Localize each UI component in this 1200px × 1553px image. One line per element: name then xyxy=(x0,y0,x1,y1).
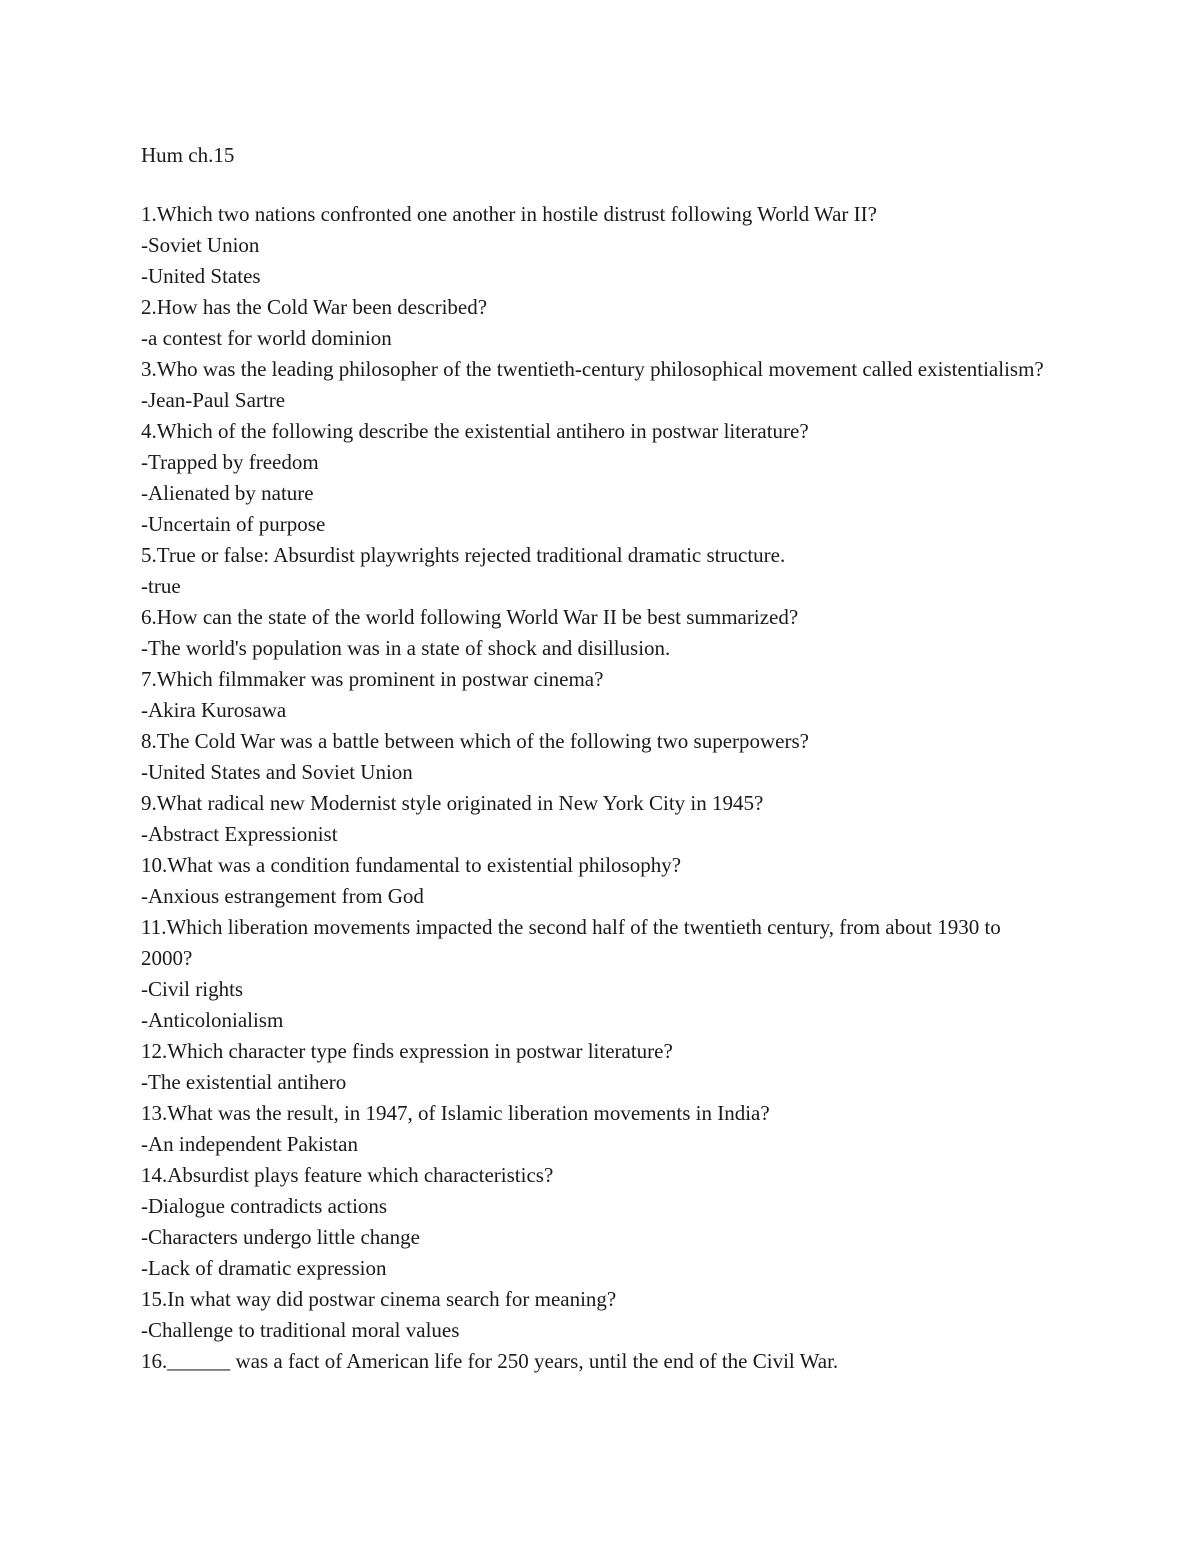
question-text: 11.Which liberation movements impacted the second half of the twentieth century, from about 1930 to 2000? xyxy=(141,915,1001,970)
question-text: 1.Which two nations confronted one another in hostile distrust following World War II? xyxy=(141,202,877,226)
question-item xyxy=(141,912,1051,1036)
question-text: 3.Who was the leading philosopher of the twentieth-century philosophical movement called existentialism? xyxy=(141,357,1044,381)
question-text: 5.True or false: Absurdist playwrights rejected traditional dramatic structure. xyxy=(141,543,786,567)
answer-text: -Characters undergo little change xyxy=(141,1225,420,1249)
answer-text: -Lack of dramatic expression xyxy=(141,1256,387,1280)
question-text: 15.In what way did postwar cinema search for meaning? xyxy=(141,1287,617,1311)
answer-text: -Abstract Expressionist xyxy=(141,822,338,846)
question-text: 16.______ was a fact of American life for 250 years, until the end of the Civil War. xyxy=(141,1349,839,1373)
question-item xyxy=(141,199,1051,292)
question-text: 9.What radical new Modernist style originated in New York City in 1945? xyxy=(141,791,764,815)
question-item xyxy=(141,1098,1051,1160)
answer-text: -Anxious estrangement from God xyxy=(141,884,424,908)
answer-text: -Trapped by freedom xyxy=(141,450,319,474)
answer-text: -Anticolonialism xyxy=(141,1008,284,1032)
question-text: 12.Which character type finds expression in postwar literature? xyxy=(141,1039,673,1063)
answer-text: -United States xyxy=(141,264,261,288)
answer-text: -Akira Kurosawa xyxy=(141,698,287,722)
question-item xyxy=(141,1346,1051,1377)
answer-text: -Jean-Paul Sartre xyxy=(141,388,286,412)
question-text: 2.How has the Cold War been described? xyxy=(141,295,488,319)
answer-text: -Soviet Union xyxy=(141,233,260,257)
question-item xyxy=(141,1036,1051,1098)
question-item xyxy=(141,416,1051,540)
question-item xyxy=(141,292,1051,354)
question-text: 10.What was a condition fundamental to existential philosophy? xyxy=(141,853,682,877)
question-item xyxy=(141,726,1051,788)
answer-text: -true xyxy=(141,574,181,598)
document-title: Hum ch.15 xyxy=(141,143,235,167)
title-spacer xyxy=(141,171,1051,199)
question-item xyxy=(141,788,1051,850)
answer-text: -United States and Soviet Union xyxy=(141,760,413,784)
answer-text: -The world's population was in a state of shock and disillusion. xyxy=(141,636,671,660)
question-item xyxy=(141,354,1051,416)
answer-text: -Challenge to traditional moral values xyxy=(141,1318,460,1342)
question-item xyxy=(141,664,1051,726)
document-content xyxy=(141,140,1051,1377)
question-list xyxy=(141,199,1051,1377)
question-text: 13.What was the result, in 1947, of Islamic liberation movements in India? xyxy=(141,1101,770,1125)
answer-text: -Uncertain of purpose xyxy=(141,512,326,536)
answer-text: -Dialogue contradicts actions xyxy=(141,1194,388,1218)
question-text: 4.Which of the following describe the existential antihero in postwar literature? xyxy=(141,419,809,443)
answer-text: -Alienated by nature xyxy=(141,481,314,505)
answer-text: -The existential antihero xyxy=(141,1070,347,1094)
question-text: 8.The Cold War was a battle between which of the following two superpowers? xyxy=(141,729,809,753)
question-text: 6.How can the state of the world following World War II be best summarized? xyxy=(141,605,799,629)
answer-text: -Civil rights xyxy=(141,977,244,1001)
question-item xyxy=(141,1284,1051,1346)
question-item xyxy=(141,1160,1051,1284)
question-text: 7.Which filmmaker was prominent in postwar cinema? xyxy=(141,667,604,691)
question-item xyxy=(141,540,1051,602)
answer-text: -a contest for world dominion xyxy=(141,326,392,350)
question-text: 14.Absurdist plays feature which characteristics? xyxy=(141,1163,554,1187)
answer-text: -An independent Pakistan xyxy=(141,1132,358,1156)
question-item xyxy=(141,602,1051,664)
question-item xyxy=(141,850,1051,912)
